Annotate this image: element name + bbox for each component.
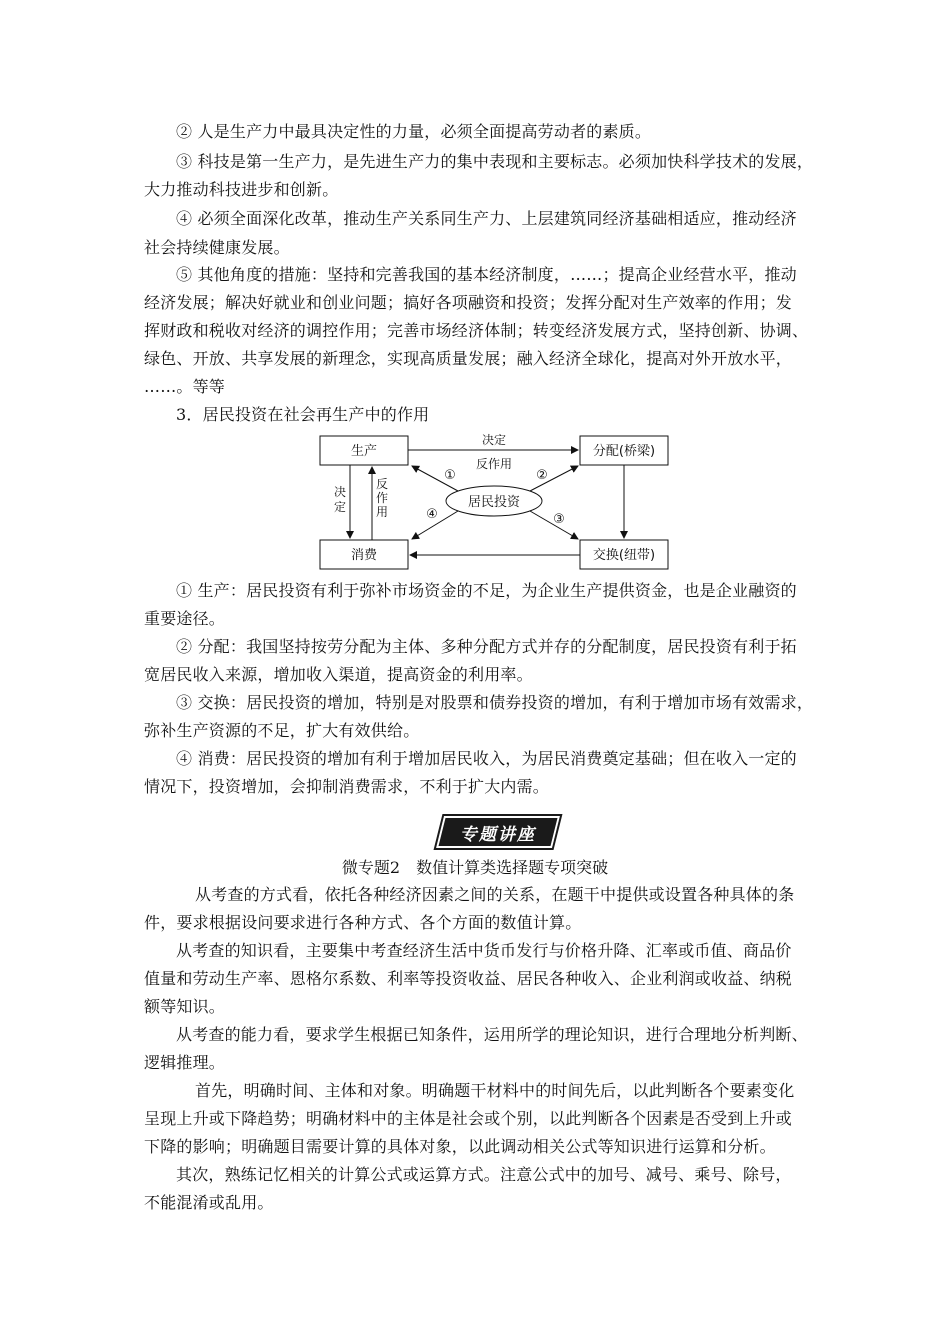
lecture-b-line-2: 值量和劳动生产率、恩格尔系数、利率等投资收益、居民各种收入、企业利润或收益、纳税 <box>144 969 793 988</box>
lecture-e-line-1: 其次，熟练记忆相关的计算公式或运算方式。注意公式中的加号、减号、乘号、除号， <box>176 1165 792 1184</box>
item-4-line-1: ④ 消费：居民投资的增加有利于增加居民收入，为居民消费奠定基础；但在收入一定的 <box>176 749 797 768</box>
label-num-3: ③ <box>553 512 565 527</box>
lecture-e-line-2: 不能混淆或乱用。 <box>144 1193 274 1212</box>
lecture-c-line-1: 从考查的能力看，要求学生根据已知条件，运用所学的理论知识，进行合理地分析判断、 <box>176 1025 808 1044</box>
paragraph-5-line-2: 经济发展；解决好就业和创业问题；搞好各项融资和投资；发挥分配对生产效率的作用；发 <box>144 293 793 312</box>
lecture-title: 微专题2 数值计算类选择题专项突破 <box>341 858 609 877</box>
lecture-c-line-2: 逻辑推理。 <box>144 1053 226 1072</box>
label-center: 居民投资 <box>467 495 521 510</box>
label-decide-top: 决定 <box>481 433 507 447</box>
lecture-b-line-3: 额等知识。 <box>144 997 226 1016</box>
label-num-4: ④ <box>426 507 438 522</box>
label-react-left-2: 作 <box>375 491 389 505</box>
paragraph-5-line-1: ⑤ 其他角度的措施：坚持和完善我国的基本经济制度，……；提高企业经营水平，推动 <box>176 265 797 284</box>
paragraph-5-line-4: 绿色、开放、共享发展的新理念，实现高质量发展；融入经济全球化，提高对外开放水平， <box>144 349 793 368</box>
label-distribution: 分配(桥梁) <box>592 444 656 459</box>
label-consumption: 消费 <box>350 548 378 563</box>
lecture-badge <box>436 816 560 848</box>
label-production: 生产 <box>350 444 378 459</box>
lecture-b-line-1: 从考查的知识看，主要集中考查经济生活中货币发行与价格升降、汇率或币值、商品价 <box>176 941 792 960</box>
label-react-left-3: 用 <box>375 505 389 519</box>
paragraph-3-line-1: ③ 科技是第一生产力，是先进生产力的集中表现和主要标志。必须加快科学技术的发展， <box>176 152 814 171</box>
label-decide-left-1: 决 <box>333 485 347 499</box>
label-num-1: ① <box>444 468 456 483</box>
item-3-line-2: 弥补生产资源的不足，扩大有效供给。 <box>144 721 420 740</box>
section-heading-3: 3．居民投资在社会再生产中的作用 <box>176 405 430 424</box>
label-decide-left-2: 定 <box>333 500 347 514</box>
label-react-left-1: 反 <box>375 477 389 491</box>
paragraph-5-line-5: ……。等等 <box>144 377 226 396</box>
item-2-line-1: ② 分配：我国坚持按劳分配为主体、多种分配方式并存的分配制度，居民投资有利于拓 <box>176 637 797 656</box>
label-react-top: 反作用 <box>475 457 513 471</box>
lecture-badge-label: 专题讲座 <box>460 824 536 845</box>
label-exchange: 交换(纽带) <box>592 548 656 563</box>
lecture-a-line-2: 件，要求根据设问要求进行各种方式、各个方面的数值计算。 <box>144 913 582 932</box>
item-1-line-2: 重要途径。 <box>144 609 226 628</box>
paragraph-2: ② 人是生产力中最具决定性的力量，必须全面提高劳动者的素质。 <box>176 122 652 141</box>
paragraph-3-line-2: 大力推动科技进步和创新。 <box>144 180 339 199</box>
item-1-line-1: ① 生产：居民投资有利于弥补市场资金的不足，为企业生产提供资金，也是企业融资的 <box>176 581 797 600</box>
lecture-d-line-2: 呈现上升或下降趋势；明确材料中的主体是社会或个别，以此判断各个因素是否受到上升或 <box>144 1109 793 1128</box>
lecture-d-line-1: 首先，明确时间、主体和对象。明确题干材料中的时间先后，以此判断各个要素变化 <box>195 1081 795 1100</box>
item-4-line-2: 情况下，投资增加，会抑制消费需求，不利于扩大内需。 <box>144 777 550 796</box>
label-num-2: ② <box>536 468 548 483</box>
paragraph-5-line-3: 挥财政和税收对经济的调控作用；完善市场经济体制；转变经济发展方式，坚持创新、协调、 <box>144 321 809 340</box>
reproduction-diagram <box>316 428 672 576</box>
lecture-a-line-1: 从考查的方式看，依托各种经济因素之间的关系，在题干中提供或设置各种具体的条 <box>195 885 795 904</box>
item-2-line-2: 宽居民收入来源，增加收入渠道，提高资金的利用率。 <box>144 665 533 684</box>
paragraph-4-line-2: 社会持续健康发展。 <box>144 238 290 257</box>
lecture-d-line-3: 下降的影响；明确题目需要计算的具体对象，以此调动相关公式等知识进行运算和分析。 <box>144 1137 776 1156</box>
item-3-line-1: ③ 交换：居民投资的增加，特别是对股票和债券投资的增加，有利于增加市场有效需求， <box>176 693 814 712</box>
paragraph-4-line-1: ④ 必须全面深化改革，推动生产关系同生产力、上层建筑同经济基础相适应，推动经济 <box>176 209 797 228</box>
